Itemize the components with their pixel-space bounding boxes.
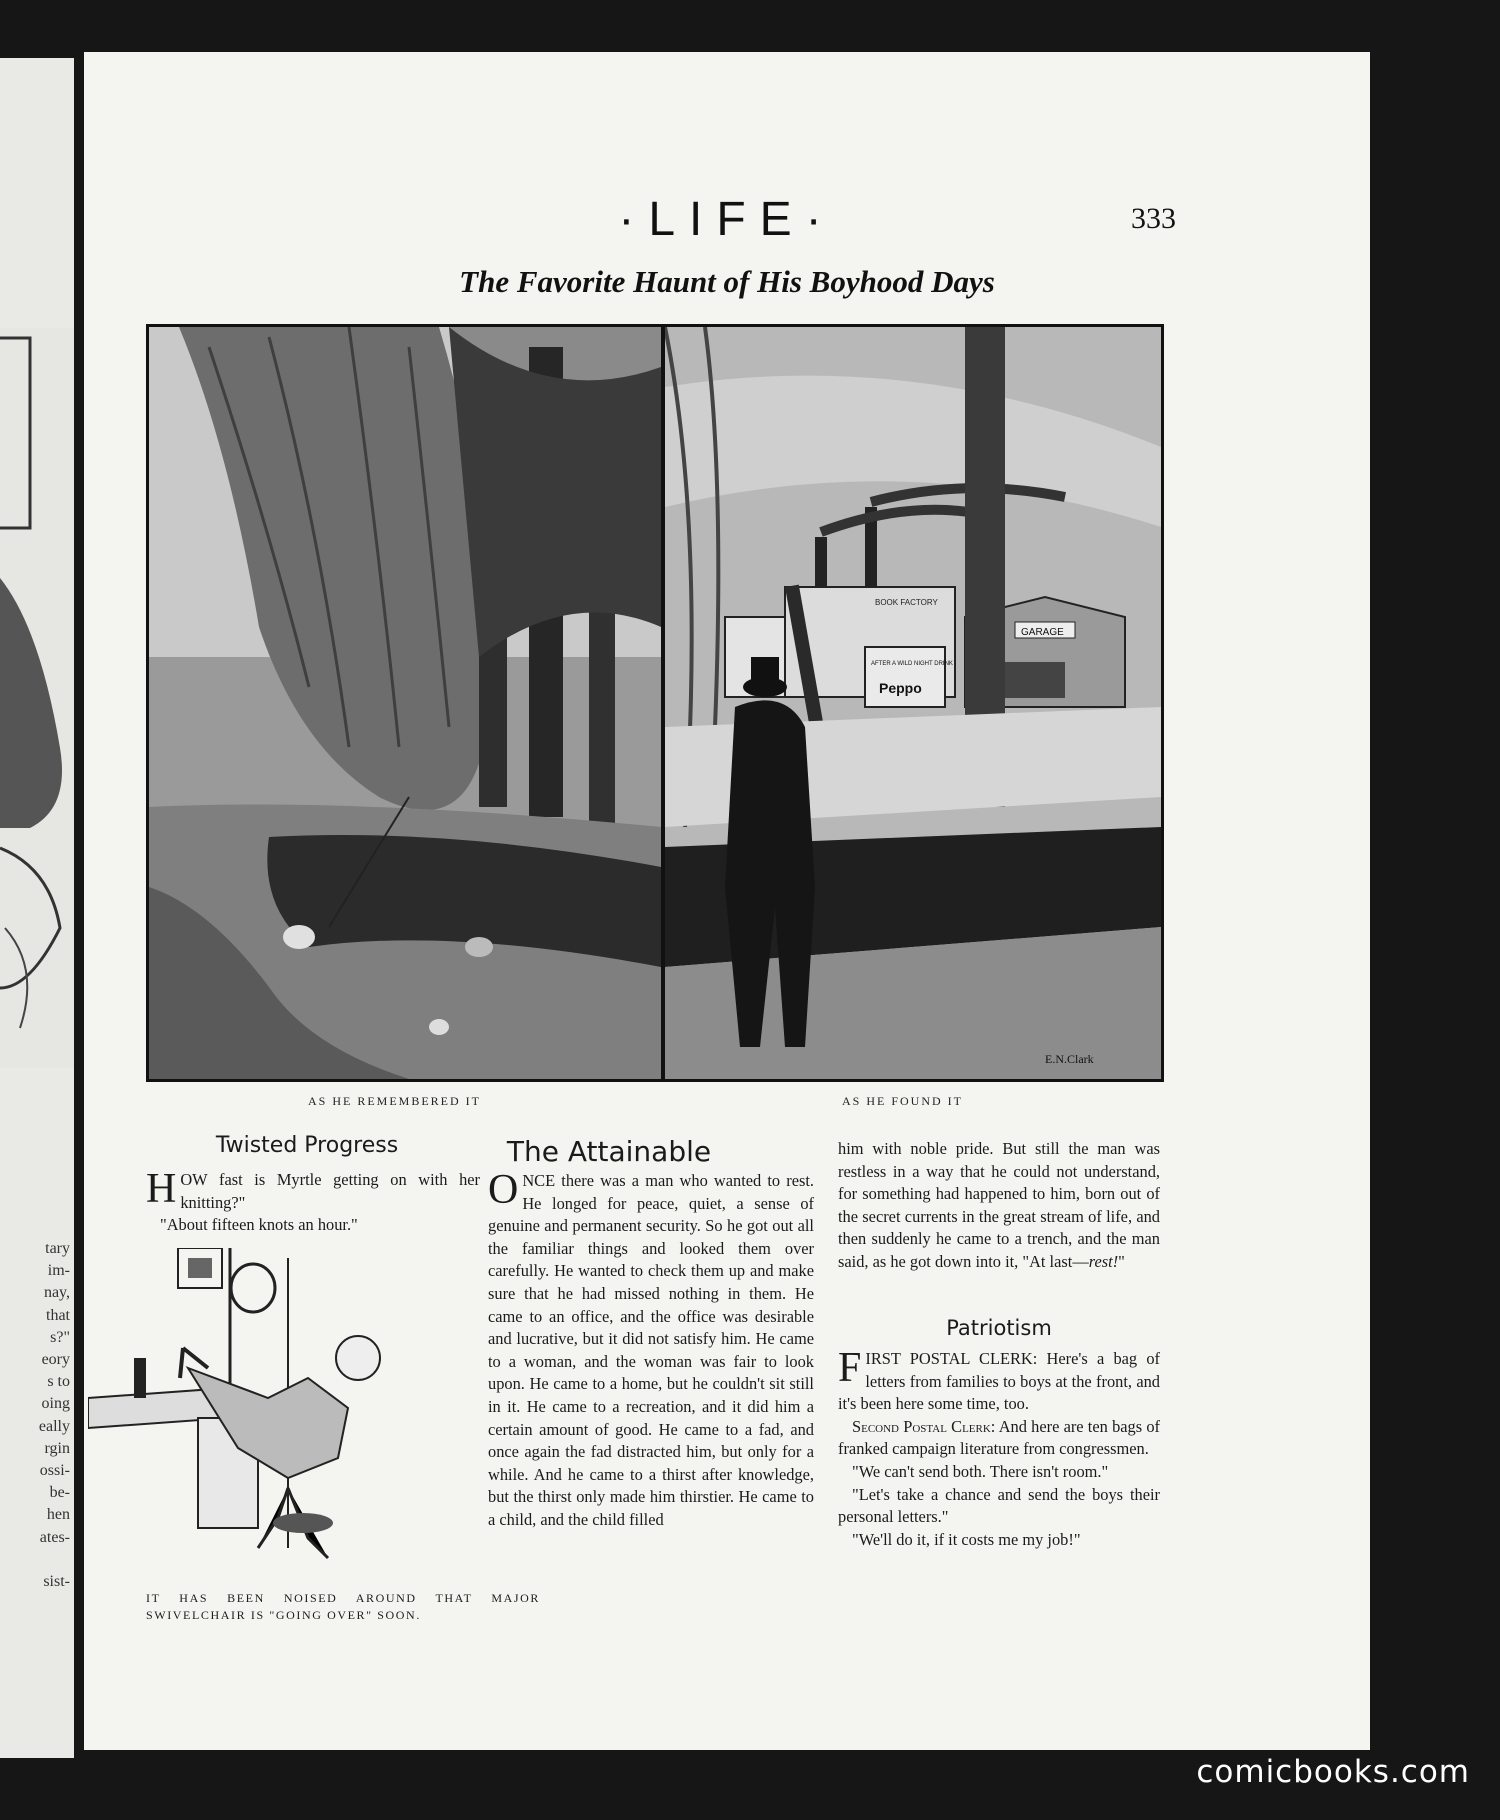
magazine-page — [84, 52, 1370, 1750]
swivelchair-cartoon — [88, 1248, 418, 1578]
masthead-title: ·LIFE· — [618, 193, 836, 246]
twisted-progress-caption: IT HAS BEEN NOISED AROUND THAT MAJOR SWIVELCHAIR IS "GOING OVER" SOON. — [146, 1591, 540, 1622]
dropcap-h: H — [146, 1166, 177, 1212]
attainable-text: ONCE there was a man who wanted to rest. He longed for peace, quiet, a sense of genuine and permanent security. So he got out all the familiar things and looked them over carefully. He wanted to check them up and make sure that he had missed nothing in them. He came to an office, and the office was desirable and lucrative, but it did not satisfy him. He came to a woman, and the woman was fair to look upon. He came to a home, but he couldn't sit still in it. He came to a recreation, and it did him a certain amount of good. He came to a fad, and once again the fad distracted him, but only for a while. And he came to a thirst after knowledge, but the thirst only made him thirstier. He came to a child, and the child filled — [488, 1167, 814, 1529]
adjacent-page-illustration — [0, 328, 74, 1068]
adjacent-page-text: tary im- nay, that s?" eory s to oing eally rgin ossi- be- hen ates- sist- — [38, 1240, 70, 1591]
twisted-progress-text: HOW fast is Myrtle getting on with her knitting?" "About fifteen knots an hour." — [146, 1166, 480, 1235]
patriotism-text: FIRST POSTAL CLERK: Here's a bag of letters from families to boys at the front, and it's been here some time, too. Second Postal Clerk: And here are ten bags of franked campaign literature from congressmen. "We can't send both. There isn't room." "Let's take a chance and send the boys their personal letters." "We'll do it, if it costs me my job!" — [838, 1345, 1160, 1549]
twisted-progress-title: Twisted Progress — [215, 1133, 399, 1158]
artist-signature: E.N.Clark — [1045, 1052, 1094, 1066]
billboard-brand: Peppo — [879, 680, 922, 696]
dropcap-f: F — [838, 1345, 862, 1391]
adjacent-page-edge — [0, 58, 74, 1758]
attainable-continuation: him with noble pride. But still the man was restless in a way that he could not understand, for something had happened to him, born out of the secret currents in the great stream of life, and then suddenly he came to a trench, and the man said, as he got down into it, "At last—rest!" — [838, 1139, 1160, 1271]
billboard-text: AFTER A WILD NIGHT DRINK — [871, 661, 953, 667]
patriotism-title: Patriotism — [946, 1316, 1052, 1340]
cartoon-title: The Favorite Haunt of His Boyhood Days — [459, 264, 995, 299]
page-number: 333 — [1131, 202, 1176, 235]
attainable-title: The Attainable — [506, 1135, 712, 1168]
dropcap-o: O — [488, 1167, 519, 1213]
site-watermark: comicbooks.com — [1196, 1754, 1470, 1790]
factory-sign: BOOK FACTORY — [875, 598, 938, 607]
illustration-found — [662, 324, 1164, 1082]
illustration-remembered — [146, 324, 664, 1082]
caption-remembered: AS HE REMEMBERED IT — [308, 1094, 481, 1108]
garage-sign: GARAGE — [1021, 627, 1064, 638]
caption-found: AS HE FOUND IT — [842, 1094, 963, 1108]
